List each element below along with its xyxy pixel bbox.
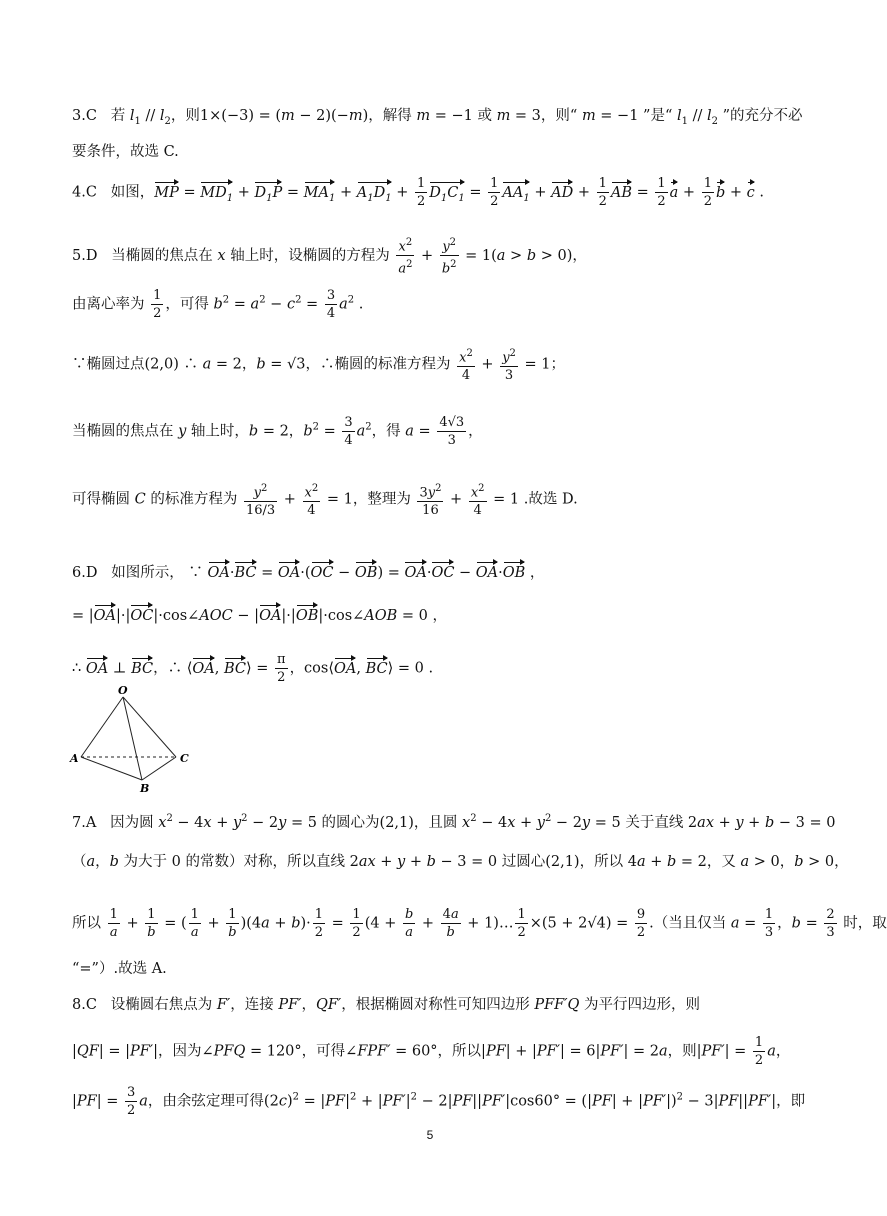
solution-8-line-3: |PF| = $\frac{3}{2}$ a，由余弦定理可得$(2c)^2 = |PF|^2 + |PF'|^2 - 2|PF||PF'|\cos 60^\circ = (|PF| + |PF'|)^2 - 3|PF||PF'|$，即 xyxy=(72,1085,806,1118)
solution-8-line-1: 8.C 设椭圆右焦点为 F′，连接 PF′，QF′，根据椭圆对称性可知四边形 PFF′Q 为平行四边形，则 xyxy=(72,997,700,1013)
vertex-label-o: O xyxy=(118,684,128,697)
solution-5-line-3: ∵椭圆过点(2,0) ∴ a = 2，b = √3，∴椭圆的标准方程为 $\frac{x^2}{4}$ + $\frac{y^2}{3}$ = 1； xyxy=(72,345,792,384)
tetrahedron-figure xyxy=(66,684,196,796)
vertex-label-c: C xyxy=(180,752,189,765)
solution-5-line-2: 由离心率为 $\frac{1}{2}$ ，可得 $b^2 = a^2 - c^2$ = $\frac{3}{4}$ $a^2$ . xyxy=(72,288,364,321)
vertex-label-a: A xyxy=(70,752,79,765)
solution-6-line-1: 6.D 如图所示， ∵ OA·BC = OA·(OC − OB) = OA·OC − OA·OB ， xyxy=(72,561,792,585)
solution-8-line-2: |QF| = |PF′|，因为∠PFQ = 120°，可得∠FPF′ = 60°，所以|PF| + |PF′| = 6|PF′| = 2a，则|PF′| = $\frac{1}{2}$ a， xyxy=(72,1035,791,1068)
solution-3-line-1: 3.C 若 $l_1 // l_2$，则1×(−3) = (m − 2)(−m)，解得 m = −1 或 m = 3，则“ m = −1 ”是“ $l_1 // l_2$ ”的充分不必 xyxy=(72,108,803,127)
solution-3-line-2: 要条件，故选 C. xyxy=(72,144,179,160)
solution-5-line-1: 5.D 当椭圆的焦点在 x 轴上时，设椭圆的方程为 $\frac{x^2}{a^2}$ + $\frac{y^2}{b^2}$ = 1(a > b > 0)， xyxy=(72,234,792,278)
solution-7-line-2: （a，b 为大于 0 的常数）对称，所以直线 2ax + y + b − 3 = 0 过圆心(2,1)，所以 4a + b = 2，又 a > 0，b > 0， xyxy=(72,854,849,870)
page-number: 5 xyxy=(426,1128,434,1142)
solution-7-line-4: “=”）.故选 A. xyxy=(72,961,167,977)
solution-6-line-2: = |OA|·|OC|·cos∠AOC − |OA|·|OB|·cos∠AOB = 0 ， xyxy=(72,604,792,628)
solution-4-line-1: 4.C 如图，MP = $MD_1 + D_1P = MA_1 + A_1D_1$ + $\frac{1}{2}$ $D_1C_1$ = $\frac{1}{2}$ $AA_1$ + AD + $\frac{1}{2}$ AB = $\frac{1}{2}$ a + $\frac{1}{2}$ b + c . xyxy=(72,176,764,209)
solution-7-line-3: 所以 $\frac{1}{a}$ + $\frac{1}{b}$ = ( $\frac{1}{a}$ + $\frac{1}{b}$ )(4a + b)· $\frac{1}{2}$ = $\frac{1}{2}$ (4 + $\frac{b}{a}$ + $\frac{4a}{b}$ + 1)… $\frac{1}{2}$ ×(5 + 2√4) = $\frac{9}{2}$ .（当且仅当 a = $\frac{1}{3}$ ，b = $\frac{2}{3}$ 时，取 xyxy=(72,907,887,940)
solution-7-line-1: 7.A 因为圆 $x^2 - 4x + y^2 - 2y = 5$ 的圆心为(2,1)，且圆 $x^2 - 4x + y^2 - 2y = 5$ 关于直线 2ax + y + b − 3 = 0 xyxy=(72,813,836,831)
solution-5-line-5: 可得椭圆 C 的标准方程为 $\frac{y^2}{16/3}$ + $\frac{x^2}{4}$ = 1，整理为 $\frac{3y^2}{16}$ + $\frac{x^2}{4}$ = 1 .故选 D. xyxy=(72,480,792,519)
vertex-label-b: B xyxy=(140,782,150,795)
solution-5-line-4: 当椭圆的焦点在 y 轴上时，b = 2，$b^2$ = $\frac{3}{4}$ $a^2$，得 a = $\frac{4√3}{3}$ ， xyxy=(72,415,483,448)
solution-6-line-3: ∴ OA ⊥ BC，∴ ⟨OA, BC⟩ = $\frac{\pi}{2}$ ，cos⟨OA, BC⟩ = 0 . xyxy=(72,652,434,685)
